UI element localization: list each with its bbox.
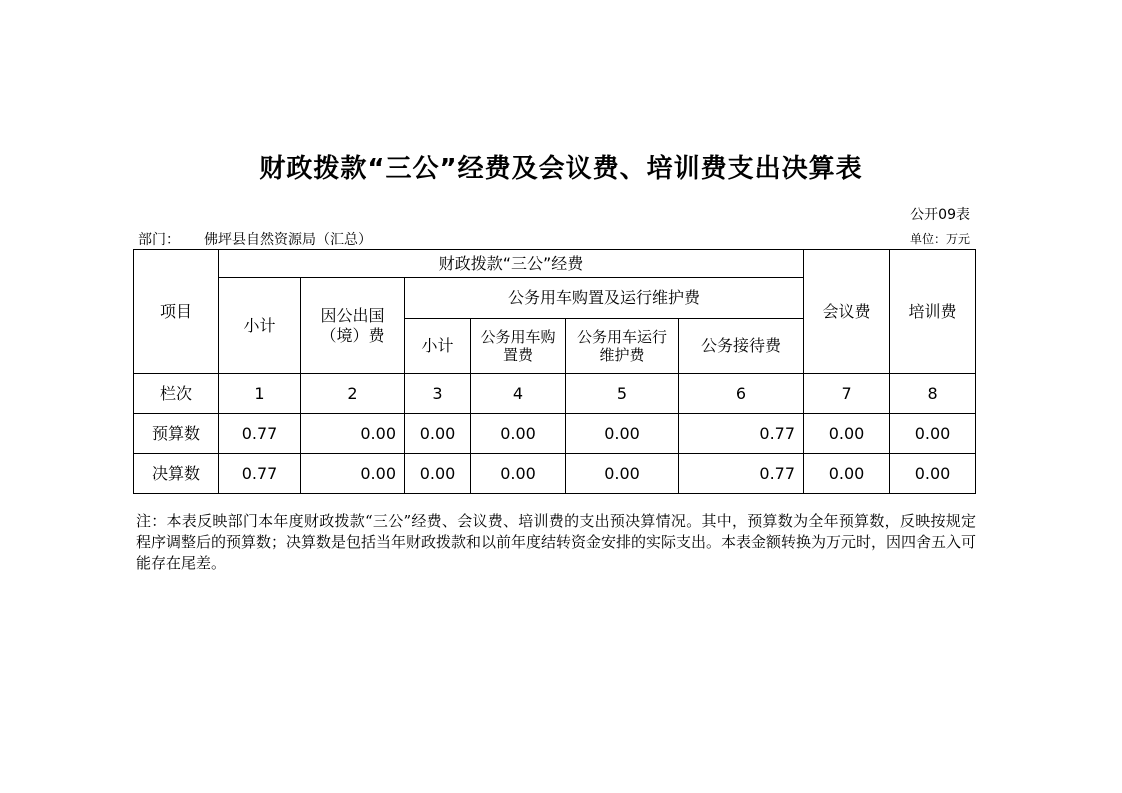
column-number: 5 — [566, 374, 679, 414]
row-label: 决算数 — [134, 454, 219, 494]
header-vehicle-operation: 公务用车运行维护费 — [566, 319, 679, 374]
department-label: 部门： — [138, 232, 180, 248]
page-title: 财政拨款“三公”经费及会议费、培训费支出决算表 — [259, 154, 863, 184]
cell-value: 0.00 — [405, 454, 471, 494]
cell-value: 0.00 — [804, 414, 890, 454]
table-row — [134, 374, 976, 414]
row-label: 预算数 — [134, 414, 219, 454]
cell-value: 0.00 — [471, 414, 566, 454]
table-row — [134, 414, 976, 454]
column-number: 7 — [804, 374, 890, 414]
column-number: 3 — [405, 374, 471, 414]
header-vehicle-group: 公务用车购置及运行维护费 — [405, 278, 804, 319]
header-vehicle-subtotal: 小计 — [405, 319, 471, 374]
cell-value: 0.00 — [890, 414, 976, 454]
expenditure-table — [133, 249, 976, 494]
department-line — [138, 229, 372, 249]
cell-value: 0.00 — [471, 454, 566, 494]
header-item: 项目 — [134, 250, 219, 374]
column-number: 4 — [471, 374, 566, 414]
column-number: 8 — [890, 374, 976, 414]
cell-value: 0.00 — [301, 414, 405, 454]
cell-value: 0.77 — [219, 414, 301, 454]
department-value: 佛坪县自然资源局（汇总） — [204, 232, 372, 248]
cell-value: 0.00 — [566, 454, 679, 494]
cell-value: 0.00 — [804, 454, 890, 494]
header-meeting: 会议费 — [804, 250, 890, 374]
table-row — [134, 454, 976, 494]
footnote: 注：本表反映部门本年度财政拨款“三公”经费、会议费、培训费的支出预决算情况。其中，预算数为全年预算数，反映按规定程序调整后的预算数；决算数是包括当年财政拨款和以前年度结转资金安排的实际支出。本表金额转换为万元时，因四舍五入可能存在尾差。 — [136, 512, 977, 572]
header-training: 培训费 — [890, 250, 976, 374]
cell-value: 0.77 — [679, 454, 804, 494]
cell-value: 0.00 — [890, 454, 976, 494]
row-label: 栏次 — [134, 374, 219, 414]
column-number: 6 — [679, 374, 804, 414]
cell-value: 0.77 — [679, 414, 804, 454]
cell-value: 0.00 — [301, 454, 405, 494]
unit-label: 单位：万元 — [909, 232, 970, 246]
header-reception: 公务接待费 — [679, 319, 804, 374]
header-vehicle-purchase: 公务用车购置费 — [471, 319, 566, 374]
header-abroad: 因公出国（境）费 — [301, 278, 405, 374]
cell-value: 0.77 — [219, 454, 301, 494]
column-number: 2 — [301, 374, 405, 414]
header-subtotal: 小计 — [219, 278, 301, 374]
header-sangong-group: 财政拨款“三公”经费 — [219, 250, 804, 278]
table-code: 公开09表 — [910, 207, 970, 223]
cell-value: 0.00 — [566, 414, 679, 454]
cell-value: 0.00 — [405, 414, 471, 454]
column-number: 1 — [219, 374, 301, 414]
